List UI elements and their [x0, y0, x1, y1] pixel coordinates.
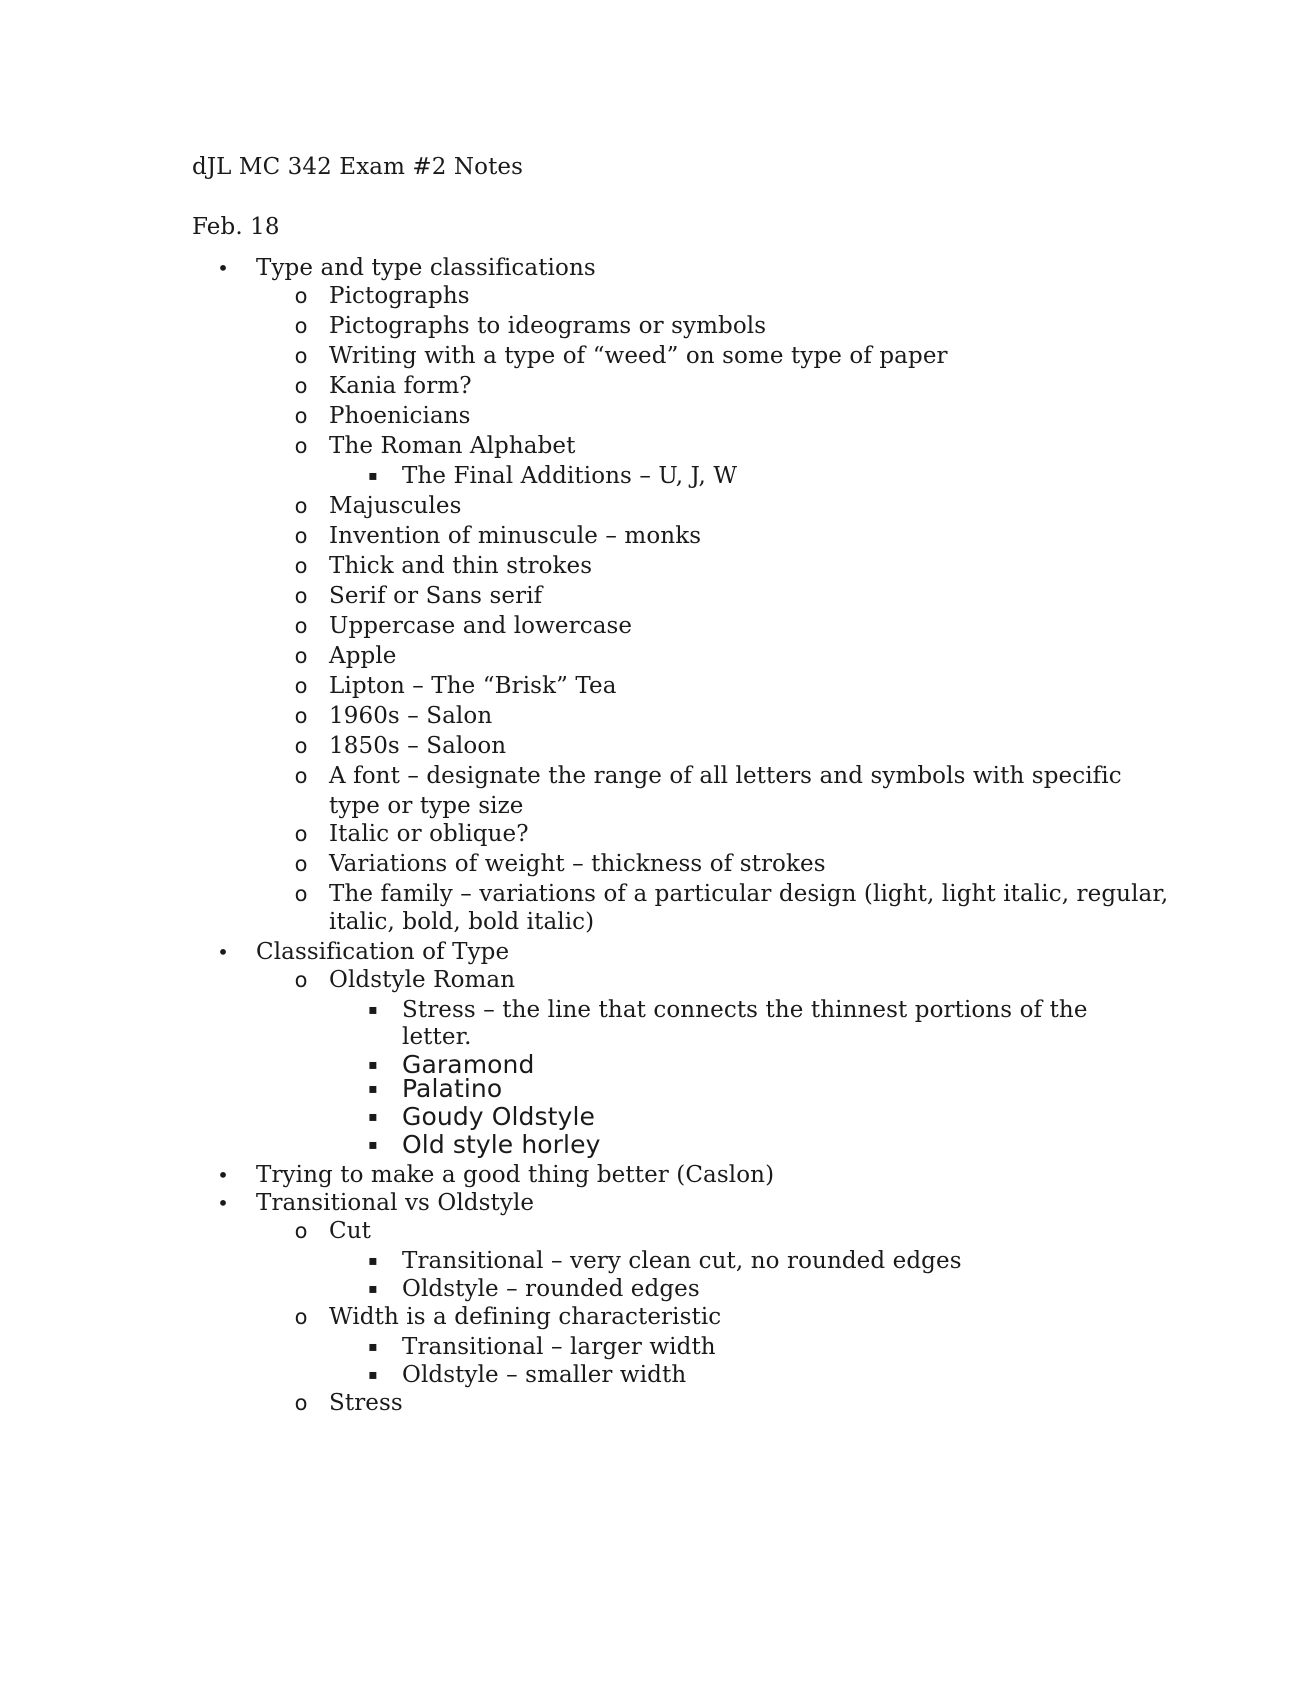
- bullet-marker-level-2: o: [294, 284, 308, 308]
- note-line: Oldstyle – rounded edges: [402, 1276, 700, 1302]
- note-line: Garamond: [402, 1050, 535, 1079]
- note-line: Width is a defining characteristic: [329, 1304, 722, 1330]
- note-line: Stress: [329, 1390, 403, 1416]
- note-line: A font – designate the range of all letters and symbols with specific: [329, 763, 1122, 789]
- document-title: dJL MC 342 Exam #2 Notes: [192, 154, 524, 180]
- bullet-marker-level-2: o: [294, 314, 308, 338]
- bullet-marker-level-1: •: [217, 256, 229, 280]
- note-line: letter.: [402, 1024, 472, 1050]
- bullet-marker-level-2: o: [294, 968, 308, 992]
- note-line: Classification of Type: [256, 939, 510, 965]
- bullet-marker-level-2: o: [294, 344, 308, 368]
- note-line: Apple: [329, 643, 397, 669]
- note-line: Majuscules: [329, 493, 462, 519]
- note-line: Kania form?: [329, 373, 472, 399]
- bullet-marker-level-3: ▪: [368, 1339, 378, 1355]
- note-line: Thick and thin strokes: [329, 553, 593, 579]
- note-line: The Roman Alphabet: [329, 433, 576, 459]
- bullet-marker-level-2: o: [294, 584, 308, 608]
- note-line: Cut: [329, 1218, 371, 1244]
- bullet-marker-level-2: o: [294, 614, 308, 638]
- bullet-marker-level-3: ▪: [368, 1281, 378, 1297]
- bullet-marker-level-2: o: [294, 1305, 308, 1329]
- note-line: Goudy Oldstyle: [402, 1102, 595, 1131]
- note-line: Palatino: [402, 1074, 503, 1103]
- bullet-marker-level-2: o: [294, 374, 308, 398]
- bullet-marker-level-2: o: [294, 764, 308, 788]
- note-line: Invention of minuscule – monks: [329, 523, 702, 549]
- bullet-marker-level-3: ▪: [368, 1253, 378, 1269]
- note-line: Transitional vs Oldstyle: [256, 1190, 535, 1216]
- document-date: Feb. 18: [192, 214, 280, 240]
- note-line: Phoenicians: [329, 403, 471, 429]
- bullet-marker-level-3: ▪: [368, 1057, 378, 1073]
- bullet-marker-level-2: o: [294, 1391, 308, 1415]
- bullet-marker-level-2: o: [294, 852, 308, 876]
- note-line: Pictographs: [329, 283, 470, 309]
- bullet-marker-level-2: o: [294, 494, 308, 518]
- note-line: Lipton – The “Brisk” Tea: [329, 673, 617, 699]
- note-line: Variations of weight – thickness of strokes: [329, 851, 826, 877]
- note-line: Oldstyle – smaller width: [402, 1362, 687, 1388]
- note-line: Oldstyle Roman: [329, 967, 516, 993]
- note-line: Italic or oblique?: [329, 821, 529, 847]
- note-line: Transitional – very clean cut, no rounded edges: [402, 1248, 962, 1274]
- note-line: 1960s – Salon: [329, 703, 493, 729]
- note-line: 1850s – Saloon: [329, 733, 507, 759]
- note-line: The Final Additions – U, J, W: [402, 463, 738, 489]
- note-line: The family – variations of a particular design (light, light italic, regular,: [329, 881, 1169, 907]
- bullet-marker-level-3: ▪: [368, 1367, 378, 1383]
- note-line: Type and type classifications: [256, 255, 596, 281]
- bullet-marker-level-1: •: [217, 1191, 229, 1215]
- bullet-marker-level-2: o: [294, 704, 308, 728]
- note-line: italic, bold, bold italic): [329, 909, 595, 935]
- note-line: Uppercase and lowercase: [329, 613, 633, 639]
- bullet-marker-level-2: o: [294, 554, 308, 578]
- bullet-marker-level-1: •: [217, 1163, 229, 1187]
- bullet-marker-level-3: ▪: [368, 1081, 378, 1097]
- note-line: Serif or Sans serif: [329, 583, 543, 609]
- note-line: Pictographs to ideograms or symbols: [329, 313, 767, 339]
- bullet-marker-level-2: o: [294, 434, 308, 458]
- bullet-marker-level-2: o: [294, 674, 308, 698]
- note-line: type or type size: [329, 793, 524, 819]
- bullet-marker-level-3: ▪: [368, 1002, 378, 1018]
- note-line: Stress – the line that connects the thinnest portions of the: [402, 997, 1088, 1023]
- note-line: Writing with a type of “weed” on some type of paper: [329, 343, 948, 369]
- bullet-marker-level-3: ▪: [368, 1137, 378, 1153]
- bullet-marker-level-2: o: [294, 524, 308, 548]
- bullet-marker-level-2: o: [294, 404, 308, 428]
- note-line: Transitional – larger width: [402, 1334, 716, 1360]
- bullet-marker-level-2: o: [294, 734, 308, 758]
- bullet-marker-level-3: ▪: [368, 1109, 378, 1125]
- note-line: Old style horley: [402, 1130, 601, 1159]
- bullet-marker-level-3: ▪: [368, 468, 378, 484]
- bullet-marker-level-1: •: [217, 940, 229, 964]
- note-line: Trying to make a good thing better (Caslon): [256, 1162, 775, 1188]
- bullet-marker-level-2: o: [294, 644, 308, 668]
- bullet-marker-level-2: o: [294, 1219, 308, 1243]
- bullet-marker-level-2: o: [294, 882, 308, 906]
- bullet-marker-level-2: o: [294, 822, 308, 846]
